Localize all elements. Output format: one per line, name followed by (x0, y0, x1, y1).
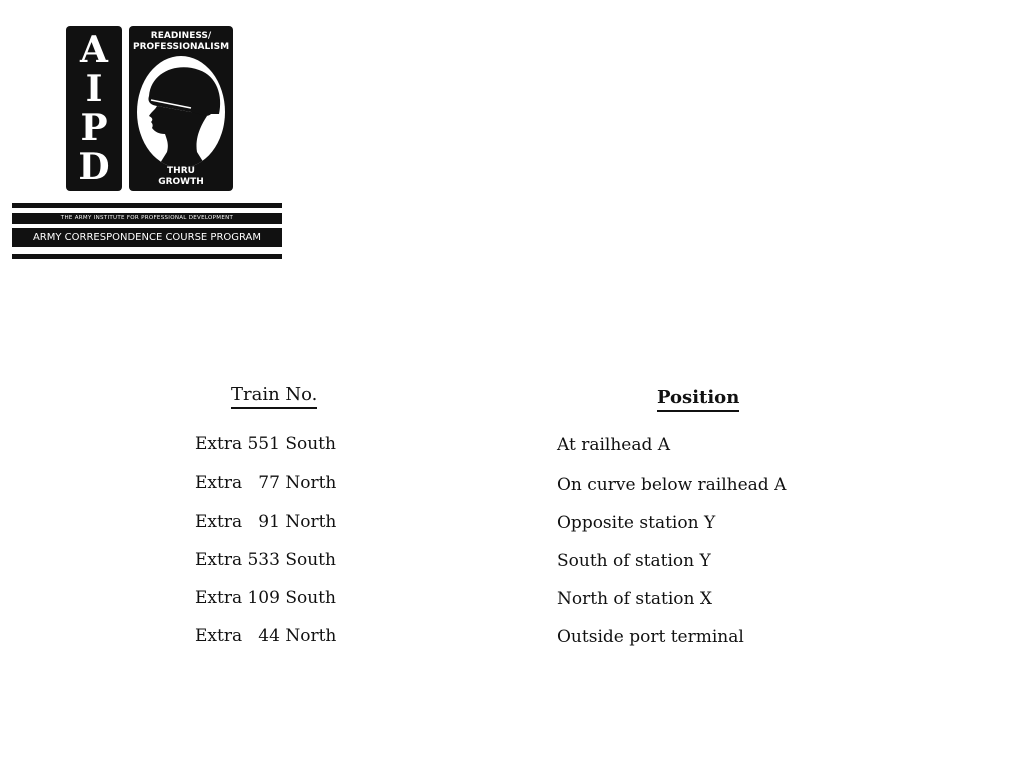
train-cell: Extra 44 North (195, 626, 337, 646)
position-header: Position (657, 387, 739, 412)
train-cell: Extra 551 South (195, 434, 336, 454)
position-cell: On curve below railhead A (557, 475, 787, 495)
logo-motto-top (129, 31, 233, 53)
position-cell: Opposite station Y (557, 513, 716, 533)
train-cell: Extra 533 South (195, 550, 336, 570)
train-cell: Extra 91 North (195, 512, 337, 532)
logo-motto-line-1: READINESS/ (150, 31, 212, 41)
logo-letters-panel (66, 26, 122, 191)
train-number-header: Train No. (231, 384, 317, 409)
aipd-logo (0, 0, 290, 270)
logo-motto-bottom (129, 166, 233, 188)
logo-letter-i: I (85, 67, 103, 110)
logo-motto-line-4: GROWTH (158, 177, 204, 187)
program-name: ARMY CORRESPONDENCE COURSE PROGRAM (12, 228, 282, 247)
logo-letter-p: P (80, 107, 108, 150)
logo-rule-top (12, 203, 282, 208)
logo-letter-d: D (78, 146, 110, 189)
position-cell: North of station X (557, 589, 713, 609)
position-cell: Outside port terminal (557, 627, 744, 647)
institute-name: THE ARMY INSTITUTE FOR PROFESSIONAL DEVELOPMENT (12, 213, 282, 224)
logo-rule-bottom (12, 254, 282, 259)
position-cell: At railhead A (557, 435, 671, 455)
train-cell: Extra 77 North (195, 473, 337, 493)
position-cell: South of station Y (557, 551, 711, 571)
logo-motto-line-3: THRU (167, 166, 195, 176)
train-cell: Extra 109 South (195, 588, 336, 608)
logo-motto-line-2: PROFESSIONALISM (132, 42, 230, 52)
logo-emblem-panel (129, 26, 233, 191)
logo-letter-a: A (80, 28, 108, 71)
soldier-helmet-icon (137, 56, 225, 168)
